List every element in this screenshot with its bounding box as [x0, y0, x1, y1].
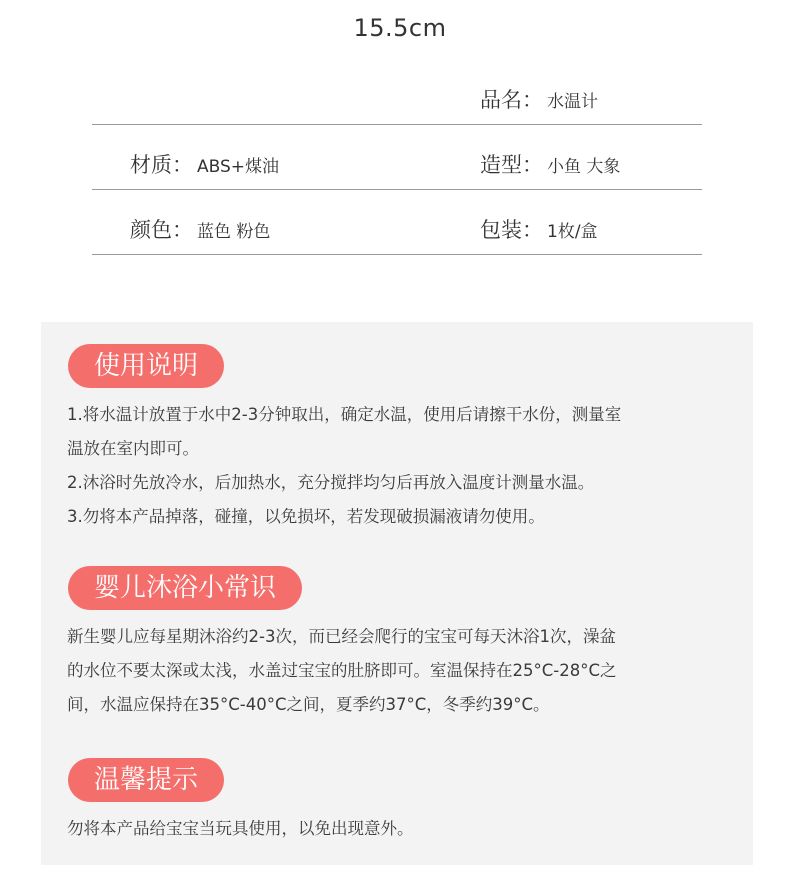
spec-table	[92, 80, 702, 255]
spec-package-key: 包装：	[480, 218, 543, 242]
warning-title-badge: 温馨提示	[68, 758, 224, 802]
usage-line: 温放在室内即可。	[67, 439, 199, 458]
spec-material-value: ABS+煤油	[197, 157, 280, 177]
bath-tips-line: 的水位不要太深或太浅，水盖过宝宝的肚脐即可。室温保持在25°C-28°C之	[67, 661, 617, 680]
spec-row	[92, 190, 702, 255]
spec-shape-value: 小鱼 大象	[547, 157, 621, 177]
spec-row	[92, 125, 702, 190]
spec-name-key: 品名：	[480, 88, 543, 112]
usage-title-badge: 使用说明	[68, 344, 224, 388]
usage-line: 1.将水温计放置于水中2-3分钟取出，确定水温，使用后请擦干水份，测量室	[67, 405, 622, 424]
bath-tips-text	[67, 620, 737, 722]
spec-color-value: 蓝色 粉色	[197, 222, 271, 242]
warning-text	[67, 812, 737, 846]
usage-line: 2.沐浴时先放冷水，后加热水，充分搅拌均匀后再放入温度计测量水温。	[67, 473, 595, 492]
spec-material-key: 材质：	[130, 153, 193, 177]
spec-package	[480, 214, 598, 244]
bath-tips-line: 新生婴儿应每星期沐浴约2-3次，而已经会爬行的宝宝可每天沐浴1次，澡盆	[67, 627, 616, 646]
info-panel	[41, 322, 753, 865]
spec-name-value: 水温计	[547, 92, 598, 112]
bath-tips-title-badge: 婴儿沐浴小常识	[68, 566, 302, 610]
spec-color-key: 颜色：	[130, 218, 193, 242]
warning-line: 勿将本产品给宝宝当玩具使用，以免出现意外。	[67, 819, 414, 838]
spec-package-value: 1枚/盒	[547, 222, 598, 242]
usage-line: 3.勿将本产品掉落，碰撞，以免损坏，若发现破损漏液请勿使用。	[67, 507, 545, 526]
spec-row	[92, 80, 702, 125]
bath-tips-line: 间，水温应保持在35°C-40°C之间，夏季约37°C，冬季约39°C。	[67, 695, 550, 714]
spec-shape-key: 造型：	[480, 153, 543, 177]
spec-name	[480, 84, 598, 114]
spec-material	[130, 149, 279, 179]
usage-text	[67, 398, 737, 534]
spec-color	[130, 214, 270, 244]
dimension-label: 15.5cm	[353, 14, 447, 42]
spec-shape	[480, 149, 620, 179]
